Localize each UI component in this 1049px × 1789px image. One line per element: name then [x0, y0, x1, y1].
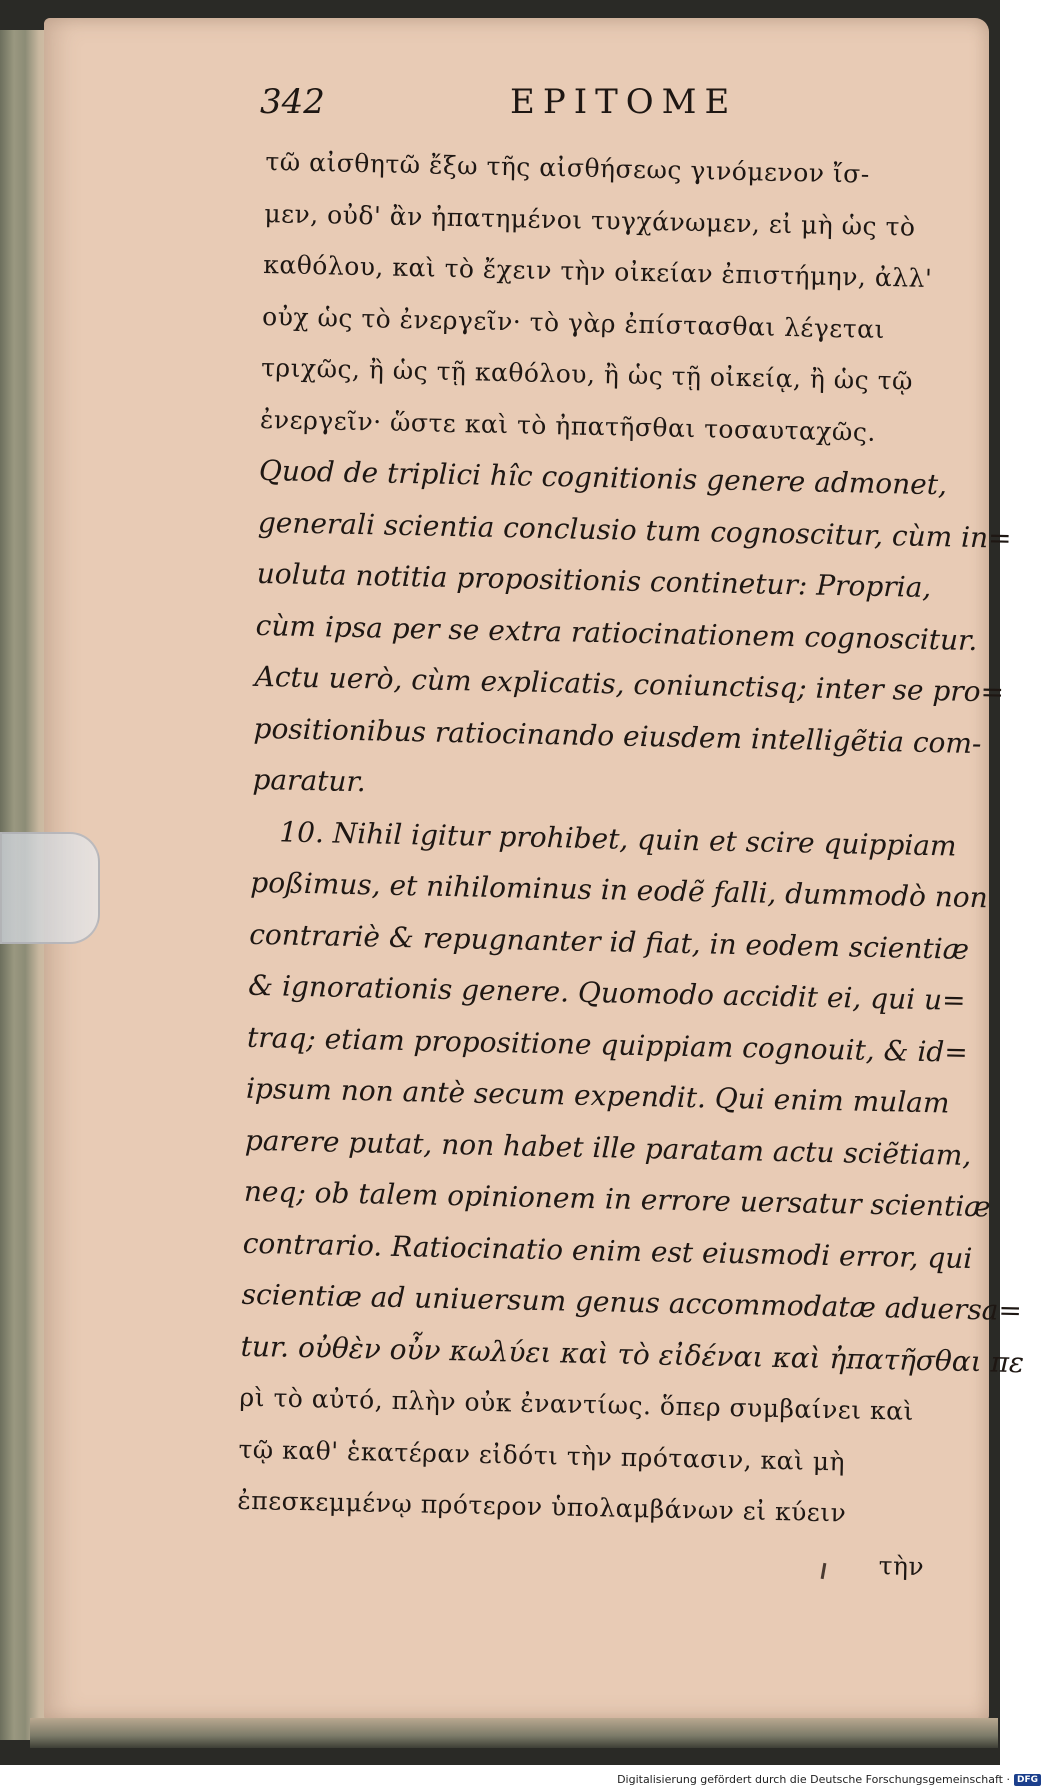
text-line: τῶ αἰσθητῶ ἔξω τῆς αἰσθήσεως γινόμενον ἴσ- [265, 146, 871, 189]
text-line: contrario. Ratiocinatio enim est eiusmodi error, qui [242, 1226, 973, 1275]
text-line: contrariè & repugnanter id fiat, in eodem scientiæ [248, 917, 970, 966]
page-number: 342 [260, 82, 325, 122]
text-line: ἐνεργεῖν· ὥστε καὶ τὸ ἠπατῆσθαι τοσαυταχῶς. [259, 404, 877, 447]
text-line: paratur. [252, 762, 367, 799]
text-line: οὐχ ὡς τὸ ἐνεργεῖν· τὸ γὰρ ἐπίστασθαι λέγεται [261, 301, 886, 344]
text-line: & ignorationis genere. Quomodo accidit ei, qui u= [247, 968, 966, 1017]
text-line: positionibus ratiocinando eiusdem intelligẽtia com- [253, 711, 982, 760]
text-line: ἐπεσκεμμένῳ πρότερον ὑπολαμβάνων εἰ κύειν [237, 1485, 847, 1528]
text-line: poßimus, et nihilominus in eodẽ falli, dummodò non [250, 865, 989, 915]
digitization-credit [617, 1773, 1041, 1786]
text-line: parere putat, non habet ille paratam actu sciẽtiam, [244, 1123, 972, 1172]
body-text [236, 136, 1025, 1592]
text-line: μεν, οὐδ' ἂν ἠπατημένοι τυγχάνωμεν, εἰ μὴ ὡς τὸ [264, 198, 916, 242]
text-line: τὴν [878, 1550, 925, 1581]
text-line: uoluta notitia propositionis continetur: Propria, [256, 556, 932, 605]
text-line: τριχῶς, ἢ ὡς τῇ καθόλου, ἢ ὡς τῇ οἰκείᾳ, ἢ ὡς τῷ [260, 352, 914, 396]
credit-text: Digitalisierung gefördert durch die Deutsche Forschungsgemeinschaft · [617, 1773, 1010, 1786]
text-line: 10. Nihil igitur prohibet, quin et scire quippiam [279, 814, 957, 863]
dfg-logo: DFG [1014, 1774, 1041, 1786]
text-line: neq; ob talem opinionem in errore uersatur scientiæ [243, 1174, 991, 1224]
text-line: traq; etiam propositione quippiam cognouit, & id= [246, 1020, 969, 1069]
text-line: cùm ipsa per se extra ratiocinationem cognoscitur. [255, 608, 978, 657]
page-clip [0, 832, 100, 944]
text-line: ρὶ τὸ αὐτό, πλὴν οὐκ ἐναντίως. ὅπερ συμβαίνει καὶ [239, 1382, 915, 1426]
text-line: tur. οὐθὲν οὖν κωλύει καὶ τὸ εἰδέναι καὶ ἠπατῆσθαι πε [240, 1329, 1025, 1379]
page-header [260, 82, 900, 132]
text-line: Actu uerò, cùm explicatis, coniunctisq; inter se pro= [254, 659, 1005, 709]
running-head: EPITOME [510, 82, 738, 122]
text-line: ipsum non antè secum expendit. Qui enim mulam [245, 1071, 950, 1120]
text-line: scientiæ ad uniuersum genus accommodatæ aduersa= [241, 1277, 1023, 1328]
text-line: Quod de triplici hîc cognitionis genere admonet, [258, 453, 948, 502]
text-line: τῷ καθ' ἑκατέραν εἰδότι τὴν πρότασιν, καὶ μὴ [238, 1434, 846, 1476]
text-line: καθόλου, καὶ τὸ ἔχειν τὴν οἰκείαν ἐπιστήμην, ἀλλ' [263, 249, 933, 293]
book-bottom-edge [30, 1718, 998, 1748]
text-line: generali scientia conclusio tum cognoscitur, cùm in= [257, 505, 1012, 555]
